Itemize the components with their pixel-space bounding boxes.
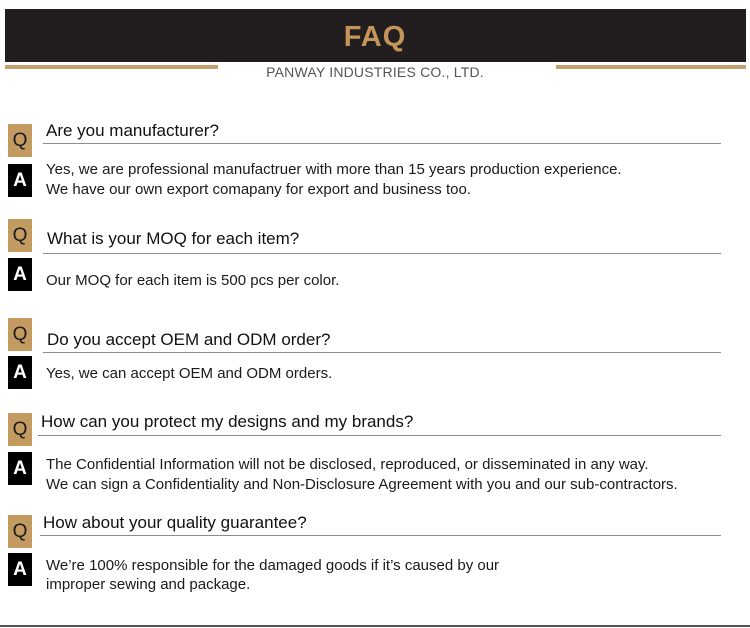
question-underline	[40, 535, 721, 536]
a-badge: A	[8, 553, 32, 586]
q-badge: Q	[8, 124, 32, 157]
a-badge: A	[8, 164, 32, 197]
faq-answer-5-line-1: We’re 100% responsible for the damaged goods if it’s caused by our	[46, 557, 500, 574]
page-title: FAQ	[343, 21, 407, 53]
faq-answer-3-line-1: Yes, we can accept OEM and ODM orders.	[46, 365, 333, 382]
faq-answer-2-line-1: Our MOQ for each item is 500 pcs per color.	[46, 272, 340, 289]
faq-answer-1-line-2: We have our own export comapany for export and business too.	[46, 181, 471, 198]
question-underline	[43, 253, 721, 254]
faq-answer-5-line-2: improper sewing and package.	[46, 576, 251, 593]
q-badge: Q	[8, 515, 32, 548]
faq-question-1: Are you manufacturer?	[46, 121, 219, 140]
a-badge: A	[8, 258, 32, 291]
faq-question-5: How about your quality guarantee?	[43, 513, 307, 532]
faq-answer-4-line-1: The Confidential Information will not be disclosed, reproduced, or disseminated in any way.	[46, 456, 649, 473]
company-name: PANWAY INDUSTRIES CO., LTD.	[266, 64, 484, 80]
faq-question-4: How can you protect my designs and my brands?	[41, 412, 414, 431]
a-badge: A	[8, 452, 32, 485]
q-badge: Q	[8, 219, 32, 252]
a-badge: A	[8, 356, 32, 389]
question-underline	[43, 352, 721, 353]
faq-answer-1-line-1: Yes, we are professional manufactruer with more than 15 years production experience.	[46, 161, 622, 178]
q-badge: Q	[8, 318, 32, 351]
faq-question-2: What is your MOQ for each item?	[47, 229, 300, 248]
faq-answer-4-line-2: We can sign a Confidentiality and Non-Disclosure Agreement with you and our sub-contractors.	[46, 476, 678, 493]
question-underline	[38, 435, 721, 436]
question-underline	[43, 143, 721, 144]
bottom-divider	[0, 625, 750, 627]
faq-question-3: Do you accept OEM and ODM order?	[47, 330, 331, 349]
q-badge: Q	[8, 413, 32, 446]
